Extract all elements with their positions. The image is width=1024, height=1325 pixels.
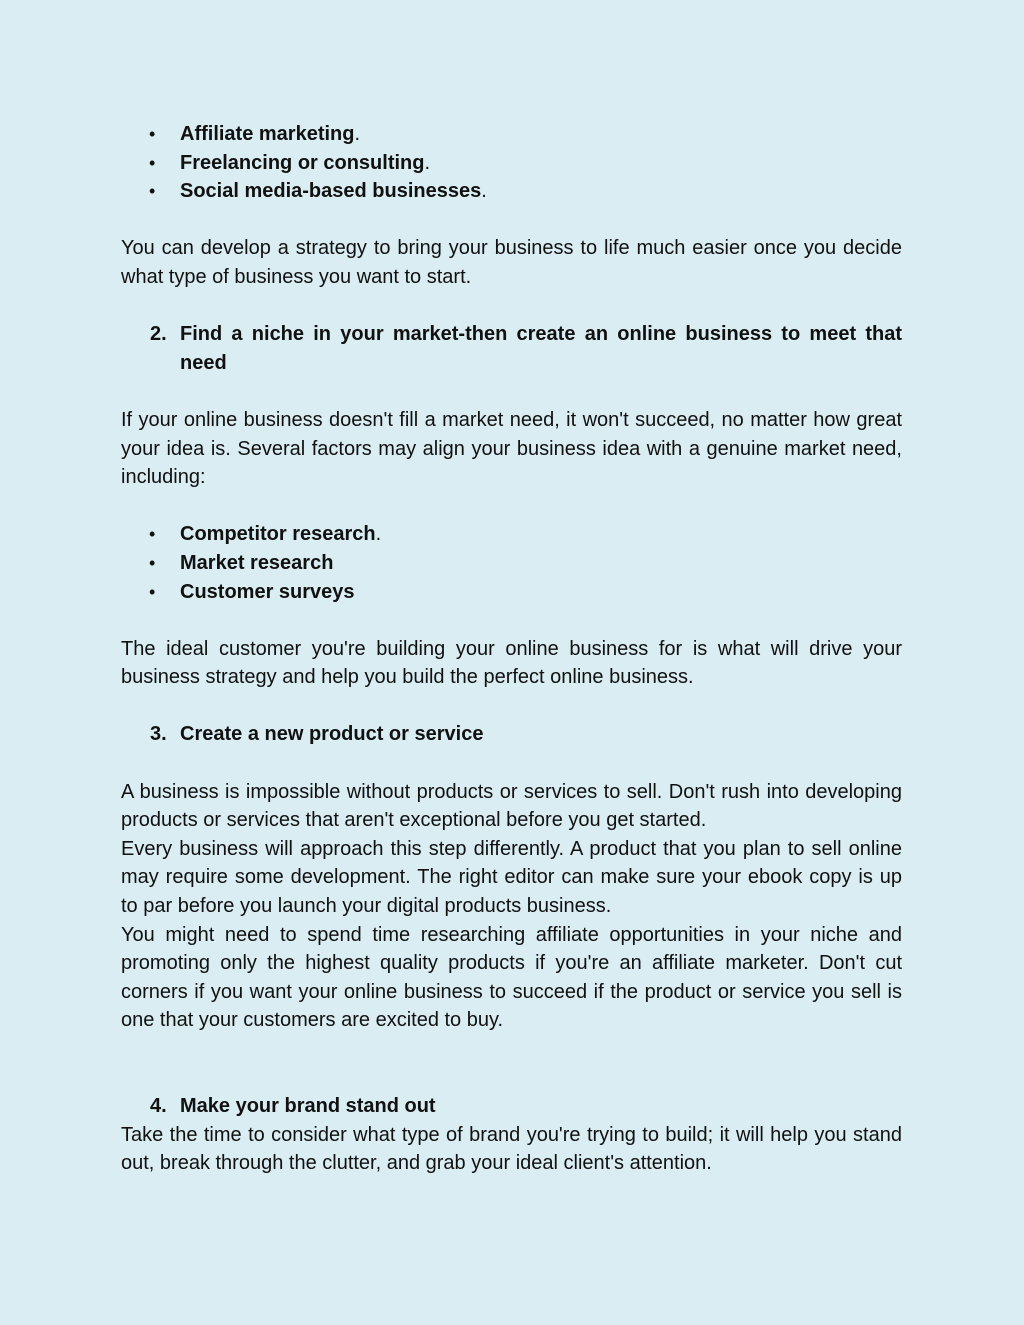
- list-item-suffix: .: [481, 180, 487, 203]
- paragraph-market-need: If your online business doesn't fill a market need, it won't succeed, no matter how great your idea is. Several factors may align your business idea with a genuine market need, including:: [121, 408, 902, 489]
- list-item: [121, 578, 902, 607]
- section-heading-3: [121, 720, 902, 749]
- heading-number: 2.: [150, 323, 167, 346]
- list-item: [121, 520, 902, 549]
- list-item-text: Market research: [180, 551, 334, 574]
- paragraph-strategy: You can develop a strategy to bring your business to life much easier once you decide what type of business you want to start.: [121, 237, 902, 288]
- list-item-suffix: .: [424, 151, 431, 174]
- business-types-list: [121, 120, 902, 206]
- list-item: [121, 149, 902, 178]
- list-item-text: Affiliate marketing: [180, 123, 355, 145]
- list-item-text: Social media-based businesses: [180, 180, 482, 203]
- list-item-text: Customer surveys: [180, 580, 355, 603]
- paragraph-affiliate: You might need to spend time researching affiliate opportunities in your niche and promoting only the highest quality products if you're an affiliate marketer. Don't cut corners if you want your online business to succeed if the product or service you sell is one that your customers are excited to buy.: [121, 923, 902, 1032]
- section-heading-2: [121, 320, 902, 377]
- paragraph-products: A business is impossible without products or services to sell. Don't rush into developing products or services that aren't exceptional before you get started.: [121, 780, 902, 832]
- heading-text: Make your brand stand out: [180, 1095, 436, 1117]
- heading-text: Create a new product or service: [180, 723, 484, 746]
- heading-text: Find a niche in your market-then create an online business to meet that need: [180, 323, 902, 374]
- list-item: [121, 120, 902, 149]
- heading-number: 3.: [150, 723, 167, 746]
- list-item: [121, 549, 902, 578]
- list-item-text: Freelancing or consulting: [180, 151, 425, 174]
- paragraph-ideal-customer: The ideal customer you're building your online business for is what will drive your business strategy and help you build the perfect online business.: [121, 637, 902, 689]
- paragraph-development: Every business will approach this step differently. A product that you plan to sell online may require some development. The right editor can make sure your ebook copy is up to par before you launch your digital products business.: [121, 837, 902, 918]
- paragraph-brand: Take the time to consider what type of brand you're trying to build; it will help you stand out, break through the clutter, and grab your ideal client's attention.: [121, 1123, 902, 1175]
- heading-number: 4.: [150, 1095, 167, 1117]
- list-item-suffix: .: [375, 523, 382, 546]
- document-content: [121, 120, 902, 1178]
- list-item: [121, 177, 902, 206]
- list-item-suffix: .: [354, 123, 361, 145]
- list-item-text: Competitor research: [180, 523, 376, 546]
- research-list: [121, 520, 902, 606]
- section-heading-4: [121, 1092, 902, 1121]
